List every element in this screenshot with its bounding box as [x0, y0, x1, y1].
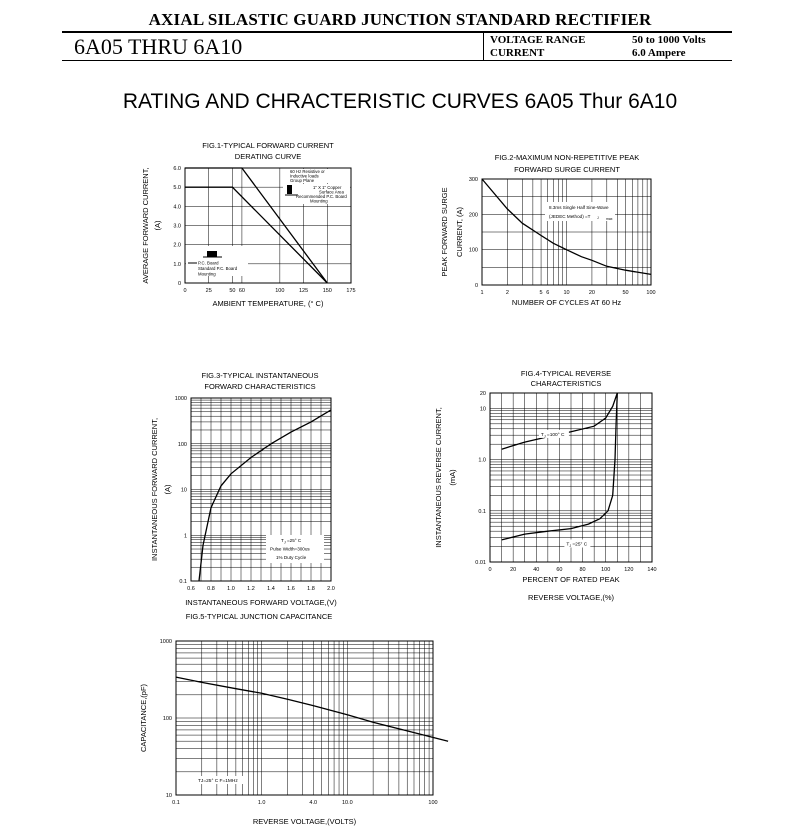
fig2-y-axis-label: CURRENT, (A)	[455, 207, 464, 257]
fig5-x-tick-label: 0.1	[172, 800, 180, 806]
fig3-x-tick-label: 0.6	[187, 586, 195, 592]
fig1-x-tick-label: 25	[205, 288, 212, 294]
fig3-x-tick-label: 1.2	[247, 586, 255, 592]
fig4-y-tick-label: 20	[479, 391, 486, 397]
fig3-x-axis-label: INSTANTANEOUS FORWARD VOLTAGE,(V)	[185, 598, 337, 607]
fig4-title: CHARACTERISTICS	[530, 379, 602, 388]
fig1-y-axis-label: AVERAGE FORWARD CURRENT,	[141, 167, 150, 284]
fig1-x-tick-label: 175	[346, 288, 356, 294]
fig1-annotation-pcb: P.C. Board	[198, 260, 219, 266]
part-range: 6A05 THRU 6A10	[74, 34, 243, 59]
fig1-annotation-copper: Surface Area	[319, 189, 344, 195]
fig1-annotation-loads: 60 Hz Resistive or	[290, 169, 325, 174]
fig1-x-tick-label: 150	[322, 288, 332, 294]
fig2-figure	[440, 153, 656, 307]
fig5-x-tick-label: 10.0	[341, 800, 353, 806]
spec-voltage-value: 50 to 1000 Volts	[632, 34, 706, 46]
fig4-y-axis-label: (mA)	[448, 469, 457, 486]
fig3-y-tick-label: 10	[180, 487, 187, 494]
fig3-figure	[150, 371, 337, 607]
fig4-x-tick-label: 0	[488, 567, 492, 573]
fig2-title: FORWARD SURGE CURRENT	[514, 165, 620, 174]
fig5-figure	[139, 612, 448, 826]
fig4-label-100-t: T	[540, 432, 544, 438]
fig4-y-tick-label: 0.01	[475, 560, 486, 566]
fig1-annotation-copper: Mounting	[310, 198, 328, 204]
fig1-pcb-icon	[207, 251, 217, 257]
fig4-x-tick-label: 80	[579, 567, 586, 573]
fig3-x-tick-label: 1.4	[267, 586, 275, 592]
fig4-x-tick-label: 140	[647, 567, 657, 573]
fig1-annotation-pcb: Mounting	[198, 271, 216, 277]
fig1-title: DERATING CURVE	[234, 152, 302, 161]
fig5-x-tick-label: 4.0	[309, 800, 318, 806]
fig2-x-tick-label: 2	[505, 290, 509, 296]
fig2-y-tick-label: 0	[474, 283, 478, 289]
fig3-x-tick-label: 1.6	[287, 586, 295, 592]
fig3-annotation-pulse: Pulse Width=300us	[270, 546, 310, 552]
page-title: RATING AND CHRACTERISTIC CURVES 6A05 Thur 6A10	[122, 90, 678, 113]
fig2-x-tick-label: 100	[646, 290, 656, 296]
fig1-annotation-loads: Inductive loads	[290, 173, 319, 179]
spec-current-value: 6.0 Ampere	[632, 47, 686, 59]
fig5-x-tick-label: 1.0	[257, 800, 266, 806]
fig2-annotation-sub-max: max	[606, 217, 613, 221]
fig2-x-tick-label: 50	[622, 290, 629, 296]
fig4-figure	[434, 369, 657, 602]
fig3-annotation-temp: =25° C	[287, 538, 302, 543]
fig1-annotation-copper: 1" X 1" Copper	[313, 185, 342, 190]
fig1-x-tick-label: 125	[298, 288, 309, 294]
fig4-x-axis-label-2: REVERSE VOLTAGE,(%)	[528, 593, 614, 602]
fig4-label-25-sub: J	[569, 544, 572, 549]
fig1-annotation-loads: Group Plane	[290, 178, 315, 184]
fig5-grid	[176, 641, 433, 795]
fig1-x-tick-label: 0	[183, 288, 187, 294]
fig2-x-tick-label: 10	[563, 290, 570, 296]
fig2-y-tick-label: 100	[468, 247, 478, 254]
fig1-x-tick-label: 60	[238, 288, 245, 294]
fig5-y-tick-label: 10	[165, 793, 172, 799]
fig2-y-axis-label: PEAK FORWARD SURGE	[440, 187, 449, 277]
fig1-x-axis-label: AMBIENT TEMPERATURE, (° C)	[212, 299, 324, 308]
fig4-y-tick-label: 10	[479, 406, 486, 413]
fig3-title: FIG.3-TYPICAL INSTANTANEOUS	[201, 371, 319, 380]
fig1-y-axis-label: (A)	[153, 220, 162, 231]
fig1-copper-icon	[287, 185, 292, 194]
fig3-x-tick-label: 0.8	[207, 586, 215, 592]
fig1-y-tick-label: 1.0	[173, 261, 181, 268]
fig2-x-axis-label: NUMBER OF CYCLES AT 60 Hz	[511, 298, 622, 307]
fig4-label-25-t: T	[566, 542, 570, 548]
fig1-y-tick-label: 4.0	[173, 204, 181, 211]
fig4-x-tick-label: 40	[533, 567, 540, 573]
fig3-annotation-tj: T	[281, 538, 284, 543]
fig3-y-tick-label: 100	[177, 441, 187, 448]
fig4-title: FIG.4-TYPICAL REVERSE	[520, 369, 612, 378]
fig2-annotation-line-1: 8.3ms Single Half Sine-Wave	[549, 205, 609, 210]
fig3-x-tick-label: 1.0	[227, 586, 235, 592]
spec-current-label: CURRENT	[490, 47, 545, 59]
fig5-y-axis-label: CAPACITANCE,(pF)	[139, 683, 148, 753]
fig1-annotation-pcb: Standard P.C. Board	[198, 266, 238, 271]
fig3-title: FORWARD CHARACTERISTICS	[204, 382, 316, 391]
fig4-label-100-sub: J	[543, 434, 546, 439]
fig3-x-tick-label: 1.8	[307, 586, 315, 592]
fig2-x-tick-label: 6	[546, 290, 550, 296]
fig2-y-tick-label: 300	[468, 177, 478, 183]
spec-voltage-label: VOLTAGE RANGE	[490, 34, 586, 46]
fig2-x-tick-label: 20	[588, 290, 595, 296]
fig3-y-tick-label: 0.1	[179, 579, 187, 585]
fig5-y-tick-label: 1000	[159, 639, 172, 645]
fig4-y-tick-label: 1.0	[478, 457, 486, 464]
fig3-y-axis-label: INSTANTANEOUS FORWARD CURRENT,	[150, 417, 159, 562]
fig4-y-axis-label: INSTANTANEOUS REVERSE CURRENT,	[434, 407, 443, 548]
fig2-title: FIG.2-MAXIMUM NON-REPETITIVE PEAK	[494, 153, 640, 162]
fig4-y-tick-label: 0.1	[478, 508, 486, 515]
fig5-x-tick-label: 100	[428, 800, 438, 806]
fig2-x-tick-label: 5	[539, 290, 543, 296]
fig2-y-tick-label: 200	[468, 212, 478, 219]
fig2-x-tick-label: 1	[480, 290, 484, 296]
fig1-annotation-copper: Recommended P.C. Board	[296, 194, 347, 199]
fig1-y-tick-label: 3.0	[173, 223, 181, 230]
fig1-x-tick-label: 50	[229, 288, 236, 294]
fig3-y-tick-label: 1	[183, 533, 187, 540]
fig3-annotation-sub-j: J	[284, 540, 286, 545]
fig4-x-axis-label: PERCENT OF RATED PEAK	[522, 575, 620, 584]
fig1-y-tick-label: 5.0	[173, 185, 181, 192]
fig1-title: FIG.1-TYPICAL FORWARD CURRENT	[202, 141, 334, 150]
fig5-y-tick-label: 100	[162, 716, 172, 722]
fig4-x-tick-label: 100	[601, 567, 611, 573]
fig2-annotation-sub-j: J	[597, 216, 599, 220]
fig2-annotation-line-2: (JEDEC Method) =T	[549, 214, 591, 219]
fig5-title: FIG.5-TYPICAL JUNCTION CAPACITANCE	[185, 612, 333, 621]
fig4-x-tick-label: 60	[556, 567, 563, 573]
fig1-y-tick-label: 2.0	[173, 242, 181, 249]
fig1-y-tick-label: 6.0	[173, 166, 181, 172]
fig3-y-tick-label: 1000	[174, 396, 187, 402]
fig1-x-tick-label: 100	[275, 288, 285, 294]
fig3-annotation-duty: 1% Duty Cycle	[276, 555, 307, 560]
fig3-y-axis-label: (A)	[163, 484, 172, 495]
fig4-label-100-temp: =100° C	[546, 432, 565, 438]
document-title: AXIAL SILASTIC GUARD JUNCTION STANDARD RECTIFIER	[148, 10, 652, 29]
fig1-figure	[141, 141, 356, 308]
fig5-annotation: TJ=25° C F=1MHz	[198, 779, 238, 784]
fig4-label-25-temp: =25° C	[572, 542, 588, 548]
fig3-x-tick-label: 2.0	[327, 586, 335, 592]
fig4-x-tick-label: 20	[510, 567, 517, 573]
fig5-x-axis-label: REVERSE VOLTAGE,(VOLTS)	[252, 817, 357, 826]
fig1-y-tick-label: 0	[177, 281, 181, 287]
fig2-grid	[482, 179, 651, 285]
fig4-x-tick-label: 120	[624, 567, 634, 573]
